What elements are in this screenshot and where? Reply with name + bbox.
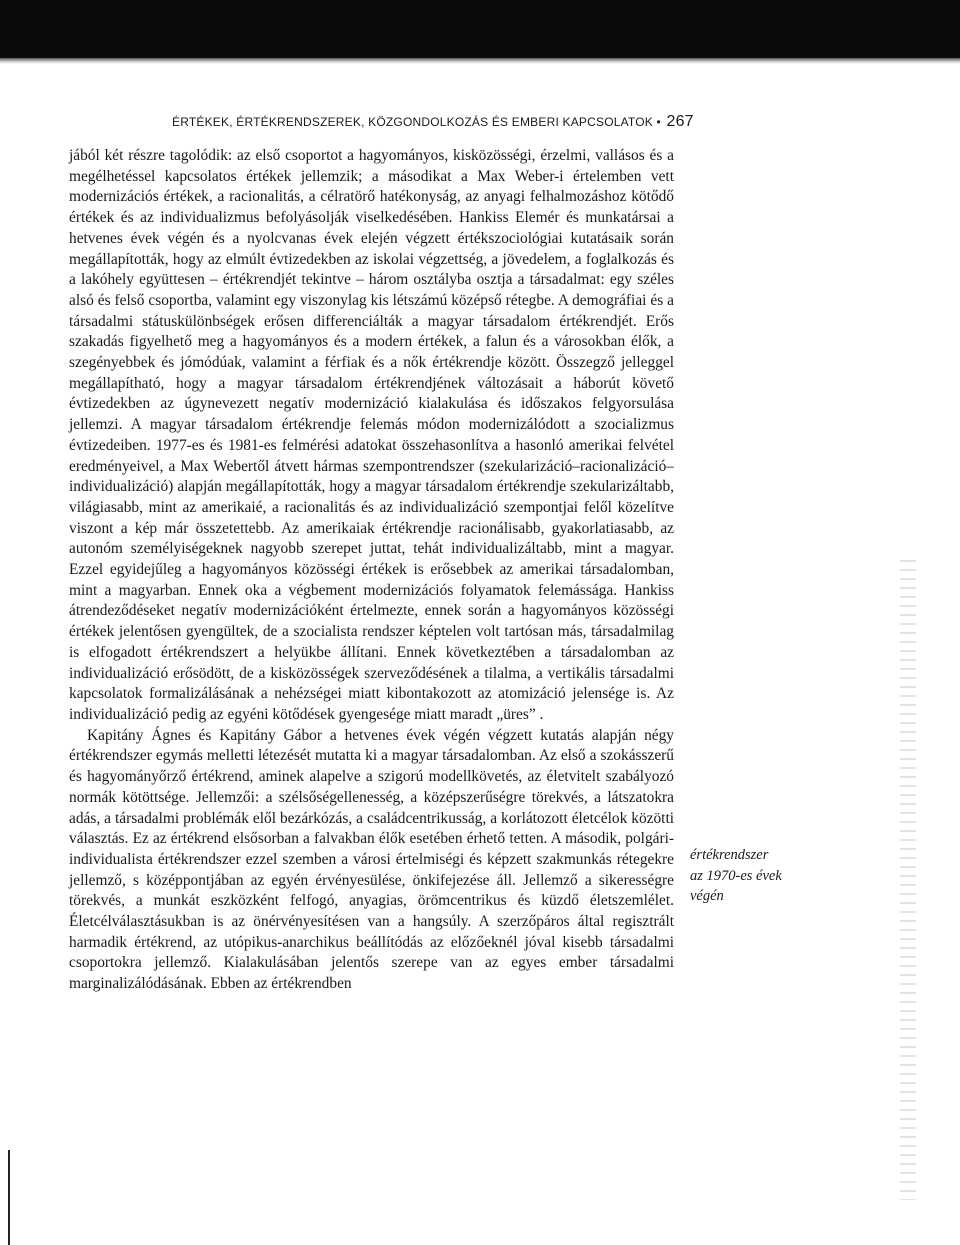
body-text [69, 146, 674, 995]
paragraph-1: jából két részre tagolódik: az első csoportot a hagyományos, kisközösségi, érzelmi, vallásos és a megélhetéssel kapcsolatos értékek jellemzik; a másodikat a Max Weber-i értelemben vett modernizációs értékek, a racionalitás, a célratörő hatékonyság, az anyagi felhalmozáshoz kötődő értékek és az individualizmus befolyásolják viselkedésében. Hankiss Elemér és munkatársai a hetvenes évek végén és a nyolcvanas évek elején végzett értékszociológiai kutatásaik során megállapították, hogy az elmúlt évtizedekben az iskolai végzettség, a jövedelem, a foglalkozás és a lakóhely együttesen – értékrendjét tekintve – három osztályba osztja a társadalmat: egy széles alsó és felső csoportba, valamint egy viszonylag kis létszámú középső rétegbe. A demográfiai és a társadalmi státuskülönbségek erősen differenciálták a magyar társadalom értékrendjét. Erős szakadás figyelhető meg a hagyományos és a modern értékek, a falun és a városokban élők, a szegényebbek és jómódúak, valamint a férfiak és a nők értékrendje között. Összegző jelleggel megállapítható, hogy a magyar társadalom értékrendjének változásait a háborút követő évtizedekben az úgynevezett negatív modernizáció kialakulása és időszakos felgyorsulása jellemzi. A magyar társadalom értékrendje felemás módon modernizálódott a szocializmus évtizedeiben. 1977-es és 1981-es felmérési adatokat összehasonlítva a hasonló amerikai felvétel eredményeivel, a Max Webertől átvett hármas szempontrendszer (szekularizáció–racionalizáció–individualizáció) alapján megállapították, hogy a magyar társadalom értékrendje szekularizáltabb, világiasabb, mint az amerikaié, a racionalitás és az individualizáció szempontjai felől közelítve viszont a kép már összetettebb. Az amerikaiak értékrendje racionálisabb, gyakorlatiasabb, az autonóm személyiségeknek nagyobb szerepet juttat, tehát individualizáltabb, mint a magyar. Ezzel egyidejűleg a hagyományos közösségi értékek is erősebbek az amerikai társadalomban, mint a magyarban. Ennek oka a végbement modernizációs folyamatok felemássága. Hankiss átrendeződéseket negatív modernizációként értelmezte, ennek során a hagyományos közösségi értékek jelentősen gyengültek, de a szocialista rendszer képtelen volt tartósan más, társadalmilag is elfogadott értékrendszert a helyükbe állítani. Ennek következtében a társadalomban az individualizáció erősödött, de a kisközösségek szerveződésének a tilalma, a vertikális társadalmi kapcsolatok formalizálásának a nehézségei miatt kibontakozott az atomizáció jelensége is. Az individualizáció pedig az egyéni kötődések gyengesége miatt maradt „üres” . [69, 147, 674, 723]
page-number: 267 [666, 113, 694, 130]
running-head [172, 113, 694, 131]
margin-note-line-3: végén [690, 888, 724, 904]
scan-edge-noise [900, 560, 916, 1200]
margin-note-line-1: értékrendszer [690, 847, 769, 863]
scan-edge-mark [8, 1150, 10, 1245]
scan-top-bar [0, 0, 960, 58]
running-head-bullet: • [656, 115, 661, 129]
running-head-title: ÉRTÉKEK, ÉRTÉKRENDSZEREK, KÖZGONDOLKOZÁS ÉS EMBERI KAPCSOLATOK [172, 115, 653, 129]
margin-note-line-2: az 1970-es évek [690, 867, 782, 884]
scan-top-bar-edge [0, 58, 960, 64]
margin-note [690, 845, 820, 907]
paragraph-2: Kapitány Ágnes és Kapitány Gábor a hetvenes évek végén végzett kutatás alapján négy értékrendszer egymás melletti létezését mutatta ki a magyar társadalomban. Az első a szokásszerű és hagyományőrző értékrend, aminek alapelve a szigorú modellkövetés, az életvitelt szabályozó normák kötöttsége. Jellemzői: a szélsőségellenesség, a középszerűségre törekvés, a látszatokra adás, a társadalmi problémák elől bezárkózás, a családcentrikusság, a korlátozott életcélok közötti választás. Ez az értékrend elsősorban a falvakban élők esetében érhető tetten. A második, polgári-individualista értékrendszer ezzel szemben a városi értelmiségi és képzett szakmunkás rétegekre jellemző, s középpontjában az egyén érvényesülése, önkifejezése áll. Jellemző a sikerességre törekvés, a munkát eszközként felfogó, anyagias, örömcentrikus és küzdő életszemlélet. Életcélválasztásukban is az önérvényesítésen van a hangsúly. A szerzőpáros által regisztrált harmadik értékrend, az utópikus-anarchikus beállítódás az előzőeknél jóval kisebb társadalmi csoportokra jellemző. Kialakulásában jelentős szerepe van az egyes ember társadalmi marginalizálódásának. Ebben az értékrendben [69, 726, 674, 993]
